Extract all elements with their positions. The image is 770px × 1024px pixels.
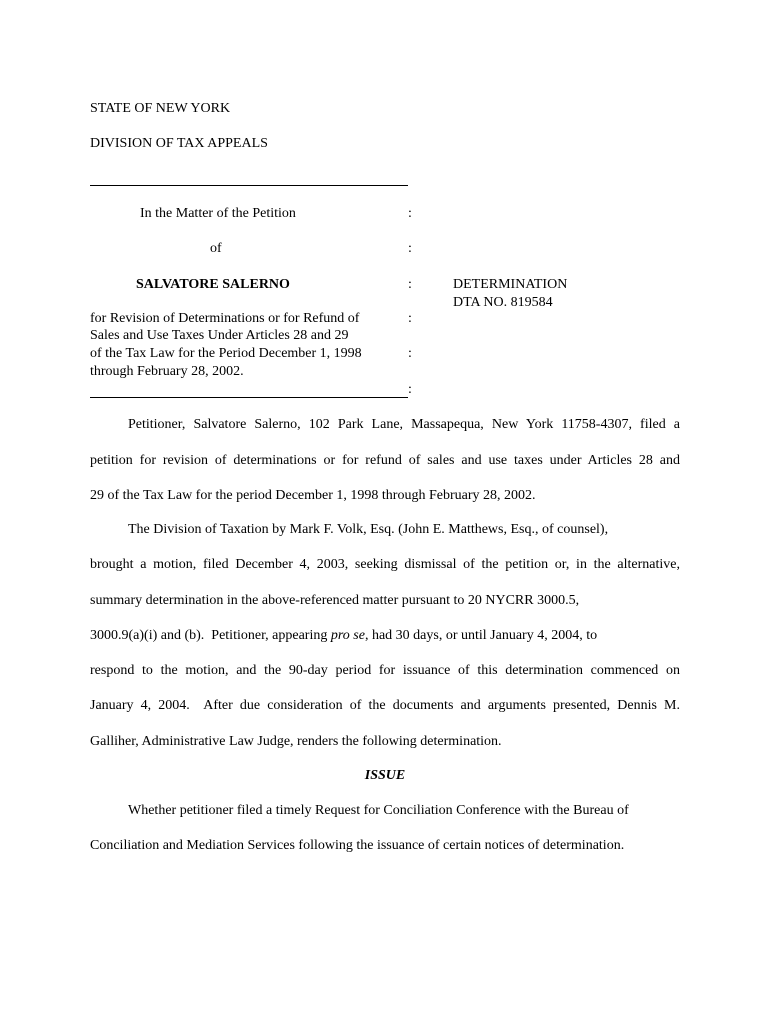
issue-line-1: Whether petitioner filed a timely Request for Conciliation Conference with the Bureau of <box>128 803 629 818</box>
division-heading: DIVISION OF TAX APPEALS <box>90 136 268 151</box>
caption-colon-1: : <box>408 206 412 221</box>
issue-line-2: Conciliation and Mediation Services following the issuance of certain notices of determination. <box>90 838 625 853</box>
para2-line-2: brought a motion, filed December 4, 2003, seeking dismissal of the petition or, in the alternative, <box>90 557 680 572</box>
caption-colon-5: : <box>408 346 412 361</box>
para2-line-1: The Division of Taxation by Mark F. Volk, Esq. (John E. Matthews, Esq., of counsel), <box>128 522 609 537</box>
caption-purpose-line-4: through February 28, 2002. <box>90 364 244 379</box>
caption-colon-2: : <box>408 241 412 256</box>
caption-colon-6: : <box>408 382 412 397</box>
dta-number: DTA NO. 819584 <box>453 295 553 310</box>
para1-line-3: 29 of the Tax Law for the period December 1, 1998 through February 28, 2002. <box>90 488 536 503</box>
caption-purpose-line-3: of the Tax Law for the Period December 1, 1998 <box>90 346 362 361</box>
issue-heading: ISSUE <box>364 768 406 783</box>
para2-line-6: January 4, 2004. After due consideration of the documents and arguments presented, Dennis M. <box>90 698 680 713</box>
caption-top-rule <box>90 185 408 186</box>
para2-line-4-start: 3000.9(a)(i) and (b). Petitioner, appearing <box>90 628 331 643</box>
pro-se-term: pro se <box>330 628 365 643</box>
para2-line-5: respond to the motion, and the 90-day period for issuance of this determination commenced on <box>90 663 680 678</box>
caption-bottom-rule <box>90 397 408 398</box>
para2-line-4 <box>90 627 680 644</box>
caption-colon-3: : <box>408 277 412 292</box>
para2-line-4-end: , had 30 days, or until January 4, 2004, to <box>364 628 598 643</box>
caption-purpose-line-2: Sales and Use Taxes Under Articles 28 and 29 <box>90 328 349 343</box>
of-line: of <box>210 241 222 256</box>
state-heading: STATE OF NEW YORK <box>90 101 231 116</box>
para2-line-3: summary determination in the above-referenced matter pursuant to 20 NYCRR 3000.5, <box>90 593 580 608</box>
matter-line: In the Matter of the Petition <box>140 206 296 221</box>
caption-colon-4: : <box>408 311 412 326</box>
petitioner-name: SALVATORE SALERNO <box>136 277 290 292</box>
caption-purpose-line-1: for Revision of Determinations or for Refund of <box>90 311 360 326</box>
document-type: DETERMINATION <box>453 277 568 292</box>
para1-line-1: Petitioner, Salvatore Salerno, 102 Park Lane, Massapequa, New York 11758-4307, filed a <box>128 417 680 432</box>
para2-line-7: Galliher, Administrative Law Judge, renders the following determination. <box>90 734 502 749</box>
para1-line-2: petition for revision of determinations or for refund of sales and use taxes under Articles 28 and <box>90 453 680 468</box>
